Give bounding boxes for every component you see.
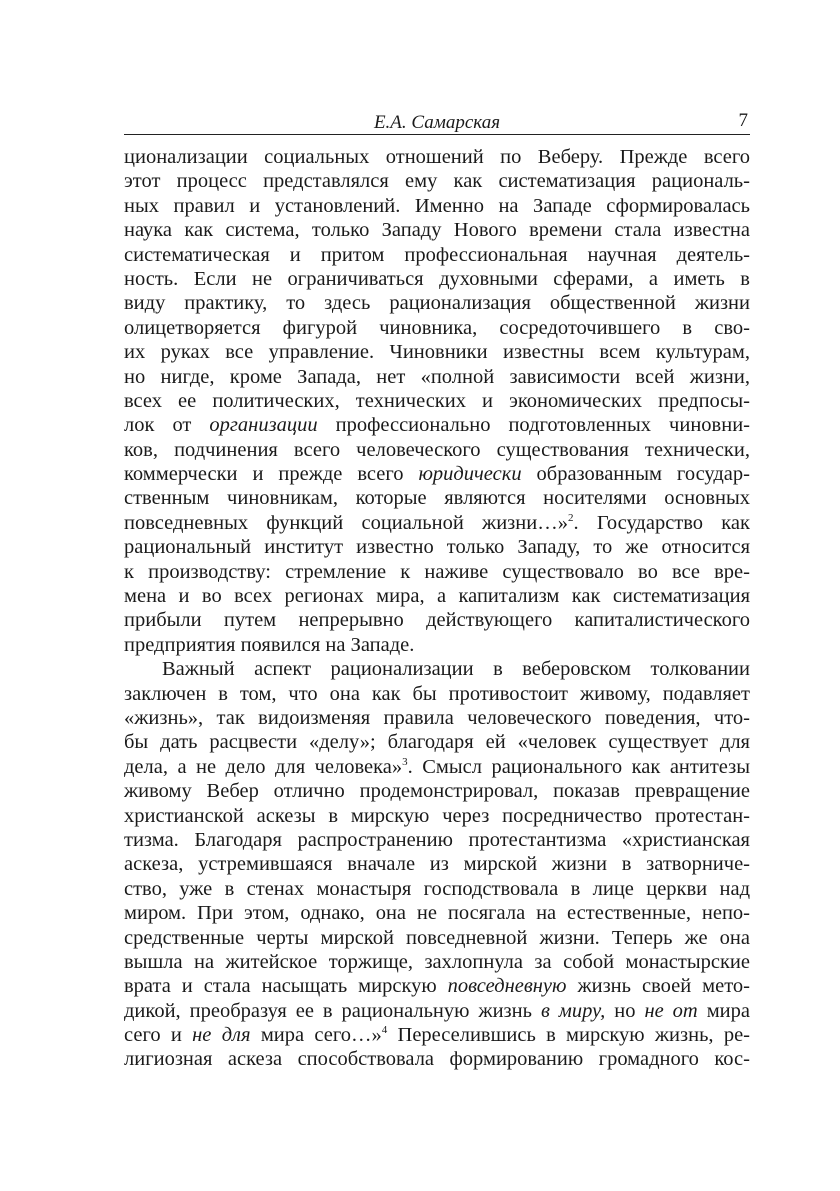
text-line [124, 852, 750, 876]
text-line [124, 755, 750, 779]
text-line [124, 999, 750, 1023]
text-segment: но нигде, кроме Запада, нет «полной зависимости всей жизни, [124, 365, 750, 388]
text-segment: заключен в том, что она как бы противостоит живому, подавляет [124, 682, 750, 705]
text-segment: ство, уже в стенах монастыря господствовала в лице церкви над [124, 877, 750, 900]
text-segment: «жизнь», так видоизменяя правила человеческого поведения, что- [124, 706, 750, 729]
text-line [124, 706, 750, 730]
text-segment: систематическая и притом профессиональная научная деятель- [124, 243, 750, 266]
text-line [124, 145, 750, 169]
text-segment: Переселившись в мирскую жизнь, ре- [387, 1024, 750, 1047]
emphasis-text: организации [209, 414, 318, 437]
text-segment: мира [697, 999, 750, 1022]
emphasis-text: не для [192, 1024, 251, 1047]
text-line [124, 194, 750, 218]
text-line [124, 462, 750, 486]
footnote-ref: 2 [567, 512, 574, 525]
text-line [124, 974, 750, 998]
text-segment: мира сего…» [250, 1024, 382, 1047]
text-segment: их руках все управление. Чиновники известны всем культурам, [124, 341, 750, 364]
text-segment: прибыли путем непрерывно действующего капиталистического [124, 609, 750, 632]
text-segment: врата и стала насыщать мирскую [124, 975, 448, 998]
emphasis-text: юридически [418, 463, 522, 486]
text-line [124, 316, 750, 340]
text-segment: лигиозная аскеза способствовала формированию громадного кос- [124, 1048, 750, 1071]
text-segment: тизма. Благодаря распространению протестантизма «христианская [124, 828, 750, 851]
text-line [124, 1047, 750, 1071]
text-line [124, 267, 750, 291]
text-line [124, 560, 750, 584]
text-segment: повседневных функций социальной жизни…» [124, 511, 568, 534]
text-segment: христианской аскезы в мирскую через посредничество протестан- [124, 804, 750, 827]
emphasis-text: в миру, [540, 999, 606, 1022]
emphasis-text: не от [644, 999, 698, 1022]
text-line [124, 608, 750, 632]
text-segment: к производству: стремление к наживе существовало во все вре- [124, 560, 750, 583]
text-segment: виду практику, то здесь рационализация общественной жизни [124, 292, 750, 315]
text-segment: . Государство как [573, 511, 750, 534]
text-segment: ков, подчинения всего человеческого существования технически, [124, 438, 750, 461]
text-segment: рациональный институт известно только Западу, то же относится [124, 536, 750, 559]
text-segment: ственным чиновникам, которые являются носителями основных [124, 487, 750, 510]
text-segment: . Смысл рационального как антитезы [407, 755, 751, 778]
text-segment: миром. При этом, однако, она не посягала на естественные, непо- [124, 902, 750, 925]
running-header [124, 106, 750, 135]
text-segment: мена и во всех регионах мира, а капитализм как систематизация [124, 585, 750, 608]
footnote-ref: 3 [402, 755, 408, 768]
text-segment: профессионально подготовленных чиновни- [317, 414, 750, 437]
text-segment: коммерчески и прежде всего [124, 463, 419, 486]
text-line [124, 389, 750, 413]
text-line [124, 682, 750, 706]
text-segment: аскеза, устремившаяся вначале из мирской жизни в затворниче- [124, 853, 750, 876]
text-segment: лок от [124, 414, 210, 437]
text-line [124, 828, 750, 852]
text-segment: сего и [124, 1024, 193, 1047]
text-segment: ных правил и установлений. Именно на Западе сформировалась [124, 194, 750, 217]
text-line [124, 340, 750, 364]
text-segment: дела, а не дело для человека» [124, 755, 403, 778]
running-head-title: Е.А. Самарская [373, 112, 501, 133]
text-segment: дикой, преобразуя ее в рациональную жизнь [124, 999, 541, 1022]
text-line [124, 365, 750, 389]
body-text [124, 145, 750, 1072]
text-segment: всех ее политических, технических и экономических предпосы- [124, 389, 750, 412]
text-line [124, 877, 750, 901]
text-segment: средственные черты мирской повседневной жизни. Теперь же она [124, 926, 750, 949]
text-line [124, 779, 750, 803]
text-segment: но [605, 999, 645, 1022]
text-line [124, 291, 750, 315]
emphasis-text: повседневную [447, 975, 567, 998]
text-line [124, 169, 750, 193]
text-segment: ционализации социальных отношений по Веберу. Прежде всего [124, 146, 750, 168]
footnote-ref: 4 [381, 1024, 388, 1037]
text-line [124, 950, 750, 974]
text-line [124, 413, 750, 437]
text-segment: живому Вебер отлично продемонстрировал, показав превращение [124, 780, 750, 803]
text-line [124, 730, 750, 754]
text-line [124, 486, 750, 510]
text-segment: ность. Если не ограничиваться духовными сферами, а иметь в [124, 267, 750, 290]
text-line [124, 633, 750, 657]
text-line [124, 804, 750, 828]
text-line [124, 901, 750, 925]
text-segment: предприятия появился на Западе. [124, 633, 415, 656]
text-line [124, 657, 750, 681]
text-line [124, 1023, 750, 1047]
text-segment: наука как система, только Западу Нового времени стала известна [124, 219, 750, 242]
text-segment: олицетворяется фигурой чиновника, сосредоточившего в сво- [124, 316, 750, 339]
text-line [124, 218, 750, 242]
text-line [124, 926, 750, 950]
text-line [124, 511, 750, 535]
text-segment: образованным государ- [521, 463, 750, 486]
text-segment: вышла на житейское торжище, захлопнула за собой монастырские [124, 950, 750, 973]
text-line [124, 243, 750, 267]
text-line [124, 535, 750, 559]
text-segment: этот процесс представлялся ему как систематизация рациональ- [124, 170, 750, 193]
text-segment: жизнь своей мето- [566, 975, 750, 998]
text-segment: Важный аспект рационализации в веберовском толковании [162, 658, 750, 681]
text-segment: бы дать расцвести «делу»; благодаря ей «человек существует для [124, 731, 750, 754]
text-line [124, 584, 750, 608]
page-number: 7 [738, 110, 748, 131]
text-line [124, 438, 750, 462]
